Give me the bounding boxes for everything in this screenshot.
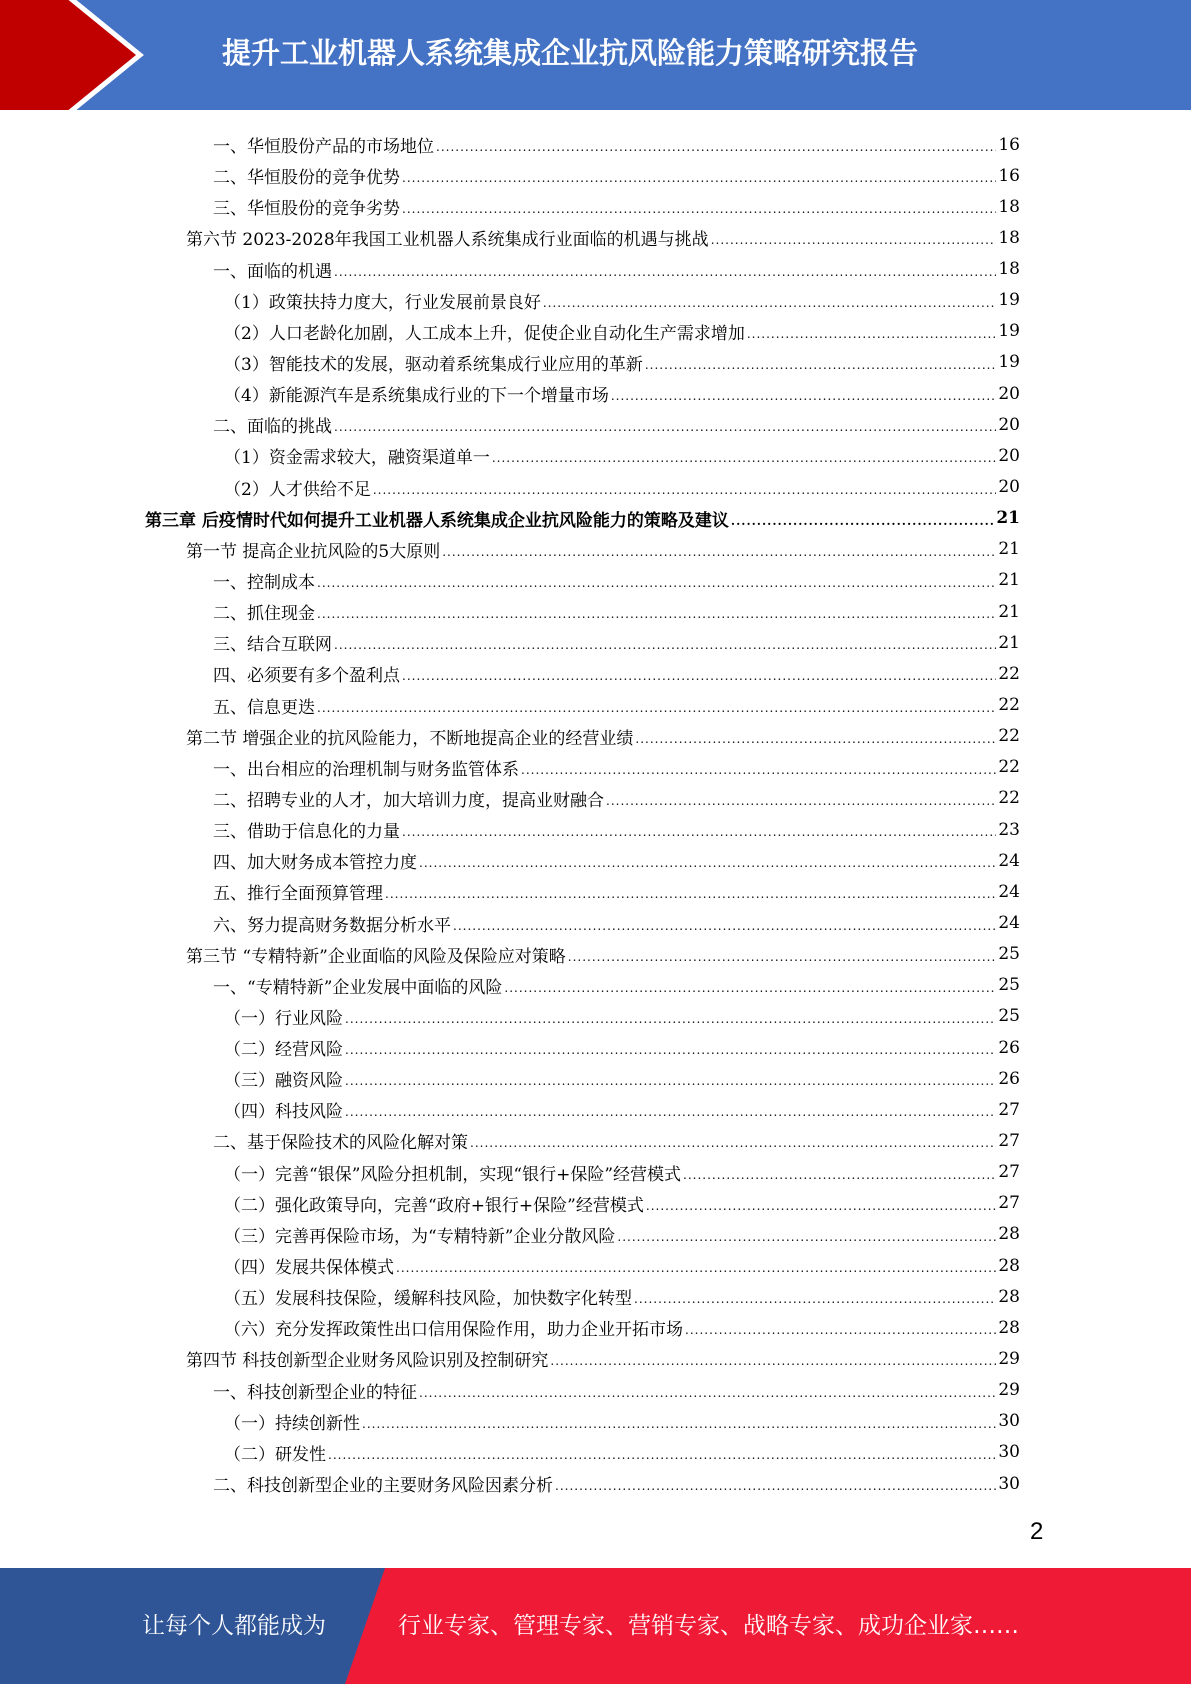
toc-entry[interactable]	[224, 1406, 1020, 1437]
toc-entry-page: 29	[998, 1348, 1020, 1369]
toc-entry-label: （四）发展共保体模式	[224, 1258, 394, 1279]
toc-entry[interactable]	[224, 472, 1020, 503]
toc-entry[interactable]	[213, 1125, 1020, 1156]
toc-entry[interactable]	[224, 1188, 1020, 1219]
dot-leader	[328, 1448, 996, 1468]
toc-entry[interactable]	[224, 1219, 1020, 1250]
toc-entry-page: 23	[998, 819, 1020, 840]
toc-entry-page: 20	[998, 477, 1020, 498]
toc-entry[interactable]	[213, 876, 1020, 907]
dot-leader	[711, 233, 997, 253]
dot-leader	[402, 669, 996, 689]
dot-leader	[645, 358, 997, 378]
toc-entry-page: 25	[998, 944, 1020, 965]
toc-entry-label: 一、“专精特新”企业发展中面临的风险	[213, 977, 503, 998]
toc-entry-page: 27	[998, 1162, 1020, 1183]
toc-entry-page: 19	[998, 352, 1020, 373]
toc-entry-page: 22	[998, 726, 1020, 747]
toc-entry-label: 二、抓住现金	[213, 604, 315, 625]
toc-entry[interactable]	[224, 1157, 1020, 1188]
toc-entry[interactable]	[186, 721, 1020, 752]
dot-leader	[683, 1168, 996, 1188]
toc-entry[interactable]	[213, 690, 1020, 721]
toc-entry-page: 22	[998, 757, 1020, 778]
toc-entry[interactable]	[213, 658, 1020, 689]
dot-leader	[385, 887, 996, 907]
dot-leader	[419, 1386, 996, 1406]
dot-leader	[334, 420, 996, 440]
footer-slogan-lead: 让每个人都能成为	[142, 1613, 326, 1639]
dot-leader	[334, 265, 996, 285]
toc-entry[interactable]	[224, 378, 1020, 409]
toc-entry[interactable]	[213, 783, 1020, 814]
dot-leader	[317, 607, 996, 627]
toc-entry-label: （一）完善“银保”风险分担机制，实现“银行+保险”经营模式	[224, 1164, 682, 1185]
toc-entry[interactable]	[213, 970, 1020, 1001]
toc-entry-label: （三）融资风险	[224, 1071, 343, 1092]
toc-entry-label: 第六节 2023-2028年我国工业机器人系统集成行业面临的机遇与挑战	[186, 230, 709, 251]
toc-entry-label: 五、推行全面预算管理	[213, 884, 383, 905]
dot-leader	[396, 1261, 996, 1281]
toc-entry[interactable]	[224, 1094, 1020, 1125]
toc-entry-page: 20	[998, 414, 1020, 435]
toc-entry-page: 28	[998, 1286, 1020, 1307]
toc-entry-label: （一）持续创新性	[224, 1413, 360, 1434]
toc-entry-label: 第一节 提高企业抗风险的5大原则	[186, 541, 441, 562]
toc-entry[interactable]	[224, 1001, 1020, 1032]
dot-leader	[442, 545, 996, 565]
dot-leader	[419, 856, 996, 876]
toc-entry-page: 21	[998, 601, 1020, 622]
toc-entry-label: （五）发展科技保险，缓解科技风险，加快数字化转型	[224, 1289, 632, 1310]
toc-entry-page: 16	[998, 165, 1020, 186]
toc-entry[interactable]	[224, 440, 1020, 471]
dot-leader	[402, 825, 996, 845]
footer-slogan-tail: 行业专家、管理专家、营销专家、战略专家、成功企业家……	[398, 1613, 1019, 1639]
toc-entry-page: 28	[998, 1255, 1020, 1276]
toc-entry-label: 一、面临的机遇	[213, 261, 332, 282]
toc-entry-label: （4）新能源汽车是系统集成行业的下一个增量市场	[224, 386, 609, 407]
toc-entry-label: 第二节 增强企业的抗风险能力，不断地提高企业的经营业绩	[186, 728, 634, 749]
toc-entry-page: 27	[998, 1193, 1020, 1214]
dot-leader	[345, 1043, 996, 1063]
toc-entry-page: 22	[998, 695, 1020, 716]
toc-entry-page: 26	[998, 1068, 1020, 1089]
toc-entry[interactable]	[213, 627, 1020, 658]
toc-entry-page: 16	[998, 134, 1020, 155]
dot-leader	[402, 202, 996, 222]
toc-entry-label: 一、出台相应的治理机制与财务监管体系	[213, 759, 519, 780]
dot-leader	[345, 1074, 996, 1094]
toc-entry-page: 22	[998, 663, 1020, 684]
toc-entry-page: 21	[998, 632, 1020, 653]
dot-leader	[436, 140, 996, 160]
toc-entry[interactable]	[224, 1281, 1020, 1312]
toc-entry[interactable]	[224, 1437, 1020, 1468]
toc-entry-label: （二）研发性	[224, 1444, 326, 1465]
toc-entry-label: （四）科技风险	[224, 1102, 343, 1123]
toc-entry[interactable]	[213, 160, 1020, 191]
dot-leader	[747, 327, 997, 347]
toc-entry[interactable]	[213, 565, 1020, 596]
toc-entry-page: 18	[998, 259, 1020, 280]
toc-entry-label: 二、基于保险技术的风险化解对策	[213, 1133, 468, 1154]
dot-leader	[345, 1012, 996, 1032]
toc-entry-label: 一、华恒股份产品的市场地位	[213, 137, 434, 157]
toc-entry-page: 25	[998, 1006, 1020, 1027]
toc-entry-page: 18	[998, 227, 1020, 248]
dot-leader	[543, 296, 997, 316]
toc-entry-label: 二、科技创新型企业的主要财务风险因素分析	[213, 1476, 553, 1497]
toc-entry-label: （1）资金需求较大，融资渠道单一	[224, 448, 490, 469]
toc-entry-label: 二、面临的挑战	[213, 417, 332, 438]
dot-leader	[635, 732, 996, 752]
page-number: 2	[1030, 1518, 1044, 1545]
toc-entry-page: 28	[998, 1224, 1020, 1245]
toc-entry[interactable]	[224, 285, 1020, 316]
toc-entry-page: 20	[998, 383, 1020, 404]
toc-entry-page: 21	[996, 508, 1020, 529]
toc-entry[interactable]	[213, 752, 1020, 783]
toc-entry[interactable]	[224, 1032, 1020, 1063]
toc-entry-label: 三、华恒股份的竞争劣势	[213, 199, 400, 220]
toc-entry[interactable]	[224, 316, 1020, 347]
toc-entry-page: 19	[998, 321, 1020, 342]
toc-entry[interactable]	[145, 503, 1020, 534]
toc-entry-page: 30	[998, 1411, 1020, 1432]
toc-entry-label: （二）强化政策导向，完善“政府+银行+保险”经营模式	[224, 1195, 644, 1216]
dot-leader	[550, 1354, 996, 1374]
toc-entry-label: （六）充分发挥政策性出口信用保险作用，助力企业开拓市场	[224, 1320, 683, 1341]
toc-entry[interactable]	[213, 908, 1020, 939]
dot-leader	[453, 919, 996, 939]
dot-leader	[521, 763, 996, 783]
dot-leader	[345, 1105, 996, 1125]
dot-leader	[402, 171, 996, 191]
toc-entry-label: （2）人才供给不足	[224, 479, 371, 500]
toc-entry-page: 19	[998, 290, 1020, 311]
toc-entry[interactable]	[186, 534, 1020, 565]
toc-entry[interactable]	[186, 1343, 1020, 1374]
dot-leader	[634, 1292, 996, 1312]
toc-entry-label: 一、控制成本	[213, 572, 315, 593]
toc-entry[interactable]	[224, 1312, 1020, 1343]
toc-entry-page: 22	[998, 788, 1020, 809]
toc-entry[interactable]	[213, 1375, 1020, 1406]
toc-entry-label: （二）经营风险	[224, 1040, 343, 1061]
toc-entry[interactable]	[186, 939, 1020, 970]
toc-entry-label: 第三章 后疫情时代如何提升工业机器人系统集成企业抗风险能力的策略及建议	[145, 510, 729, 531]
toc-entry-label: （3）智能技术的发展，驱动着系统集成行业应用的革新	[224, 354, 643, 375]
toc-entry-page: 30	[998, 1473, 1020, 1494]
toc-entry-label: 二、招聘专业的人才，加大培训力度，提高业财融合	[213, 790, 604, 811]
toc-entry-label: 第四节 科技创新型企业财务风险识别及控制研究	[186, 1351, 549, 1372]
toc-entry-label: 六、努力提高财务数据分析水平	[213, 915, 451, 936]
toc-entry-page: 29	[998, 1380, 1020, 1401]
toc-entry-page: 27	[998, 1130, 1020, 1151]
toc-entry-label: 四、必须要有多个盈利点	[213, 666, 400, 687]
toc-entry-page: 26	[998, 1037, 1020, 1058]
dot-leader	[504, 981, 996, 1001]
dot-leader	[470, 1136, 996, 1156]
toc-entry-label: 三、借助于信息化的力量	[213, 822, 400, 843]
toc-entry-label: 一、科技创新型企业的特征	[213, 1382, 417, 1403]
toc-entry[interactable]	[213, 1468, 1020, 1499]
toc-entry-page: 25	[998, 975, 1020, 996]
toc-entry-label: （一）行业风险	[224, 1008, 343, 1029]
toc-entry[interactable]	[213, 129, 1020, 160]
dot-leader	[492, 451, 997, 471]
toc-entry[interactable]	[224, 347, 1020, 378]
toc-entry-label: （三）完善再保险市场，为“专精特新”企业分散风险	[224, 1226, 616, 1247]
toc-entry-page: 27	[998, 1099, 1020, 1120]
dot-leader	[568, 950, 997, 970]
toc-entry-page: 21	[998, 539, 1020, 560]
toc-entry[interactable]	[224, 1250, 1020, 1281]
dot-leader	[606, 794, 996, 814]
dot-leader	[617, 1230, 996, 1250]
toc-entry-page: 30	[998, 1442, 1020, 1463]
red-arrow-decoration	[0, 0, 160, 110]
dot-leader	[334, 638, 996, 658]
toc-entry-page: 21	[998, 570, 1020, 591]
toc-entry[interactable]	[213, 254, 1020, 285]
dot-leader	[317, 701, 996, 721]
toc-entry-label: （2）人口老龄化加剧，人工成本上升，促使企业自动化生产需求增加	[224, 323, 745, 344]
toc-entry-page: 20	[998, 445, 1020, 466]
toc-entry-label: 第三节 “专精特新”企业面临的风险及保险应对策略	[186, 946, 566, 967]
toc-entry[interactable]	[213, 596, 1020, 627]
dot-leader	[685, 1323, 996, 1343]
toc-entry[interactable]	[213, 409, 1020, 440]
dot-leader	[731, 514, 994, 534]
dot-leader	[373, 483, 997, 503]
toc-entry-page: 18	[998, 196, 1020, 217]
toc-entry[interactable]	[213, 814, 1020, 845]
dot-leader	[646, 1199, 996, 1219]
toc-entry-page: 28	[998, 1317, 1020, 1338]
toc-entry[interactable]	[186, 222, 1020, 253]
toc-entry-label: 四、加大财务成本管控力度	[213, 853, 417, 874]
dot-leader	[362, 1417, 996, 1437]
report-title: 提升工业机器人系统集成企业抗风险能力策略研究报告	[222, 36, 919, 70]
toc-entry-page: 24	[998, 881, 1020, 902]
toc-entry-label: （1）政策扶持力度大，行业发展前景良好	[224, 292, 541, 313]
toc-entry-page: 24	[998, 850, 1020, 871]
toc-entry-label: 三、结合互联网	[213, 635, 332, 656]
toc-entry-page: 24	[998, 913, 1020, 933]
toc-entry[interactable]	[224, 1063, 1020, 1094]
dot-leader	[611, 389, 997, 409]
dot-leader	[555, 1479, 996, 1499]
dot-leader	[317, 576, 996, 596]
toc-entry[interactable]	[213, 845, 1020, 876]
header-banner	[0, 0, 1191, 110]
toc-entry-label: 二、华恒股份的竞争优势	[213, 168, 400, 189]
toc-entry-label: 五、信息更迭	[213, 697, 315, 718]
toc-entry[interactable]	[213, 191, 1020, 222]
